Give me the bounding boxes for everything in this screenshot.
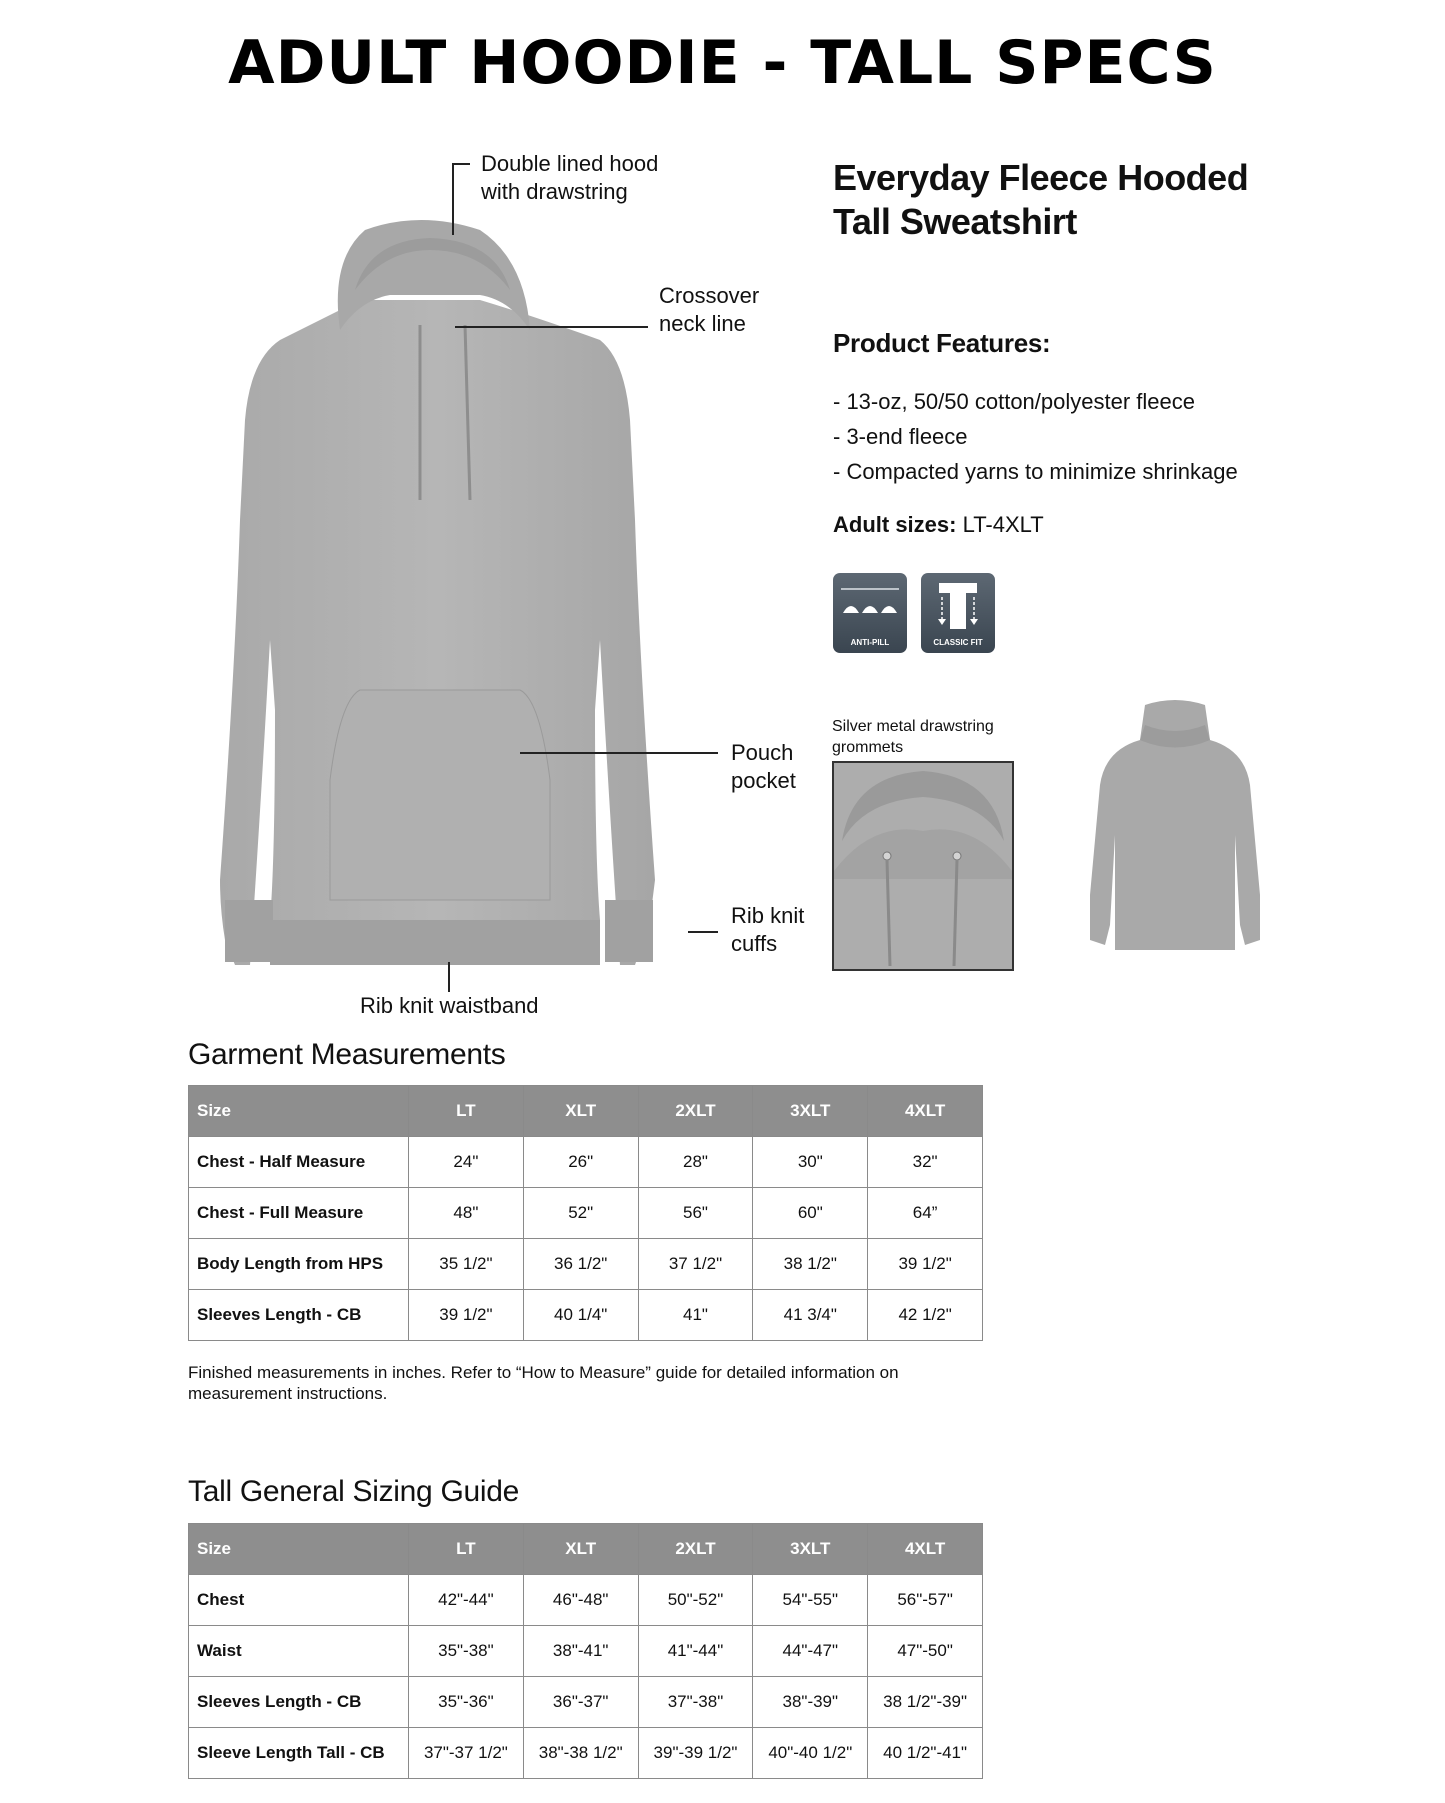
garment-measurements-heading: Garment Measurements (188, 1038, 506, 1071)
column-header: LT (409, 1086, 524, 1137)
table-row (189, 1575, 983, 1626)
column-header: 3XLT (753, 1524, 868, 1575)
table-header-row (189, 1524, 983, 1575)
table-cell: 35"-36" (409, 1677, 524, 1728)
adult-sizes-label: Adult sizes: (833, 512, 957, 537)
table-cell: 40 1/2"-41" (868, 1728, 983, 1779)
classic-fit-label: CLASSIC FIT (933, 638, 983, 647)
table-cell: 26" (523, 1137, 638, 1188)
classic-fit-icon (921, 573, 995, 637)
table-cell: 28" (638, 1137, 753, 1188)
cuffs-callout: Rib knit cuffs (731, 903, 805, 956)
measurement-note: Finished measurements in inches. Refer to “How to Measure” guide for detailed information on measurement instructions. (188, 1363, 899, 1403)
waistband-callout-line (448, 962, 450, 992)
column-header: 2XLT (638, 1524, 753, 1575)
neck-callout-line (455, 326, 648, 328)
table-cell: 38"-38 1/2" (523, 1728, 638, 1779)
classic-fit-badge (921, 573, 995, 653)
pocket-callout: Pouch pocket (731, 740, 796, 793)
table-cell: 35 1/2" (409, 1239, 524, 1290)
product-name (833, 156, 1248, 244)
feature-item: - Compacted yarns to minimize shrinkage (833, 459, 1238, 484)
table-cell: 42 1/2" (868, 1290, 983, 1341)
table-cell: 39 1/2" (409, 1290, 524, 1341)
table-cell: 46"-48" (523, 1575, 638, 1626)
column-header: Size (189, 1524, 409, 1575)
table-cell: 50"-52" (638, 1575, 753, 1626)
table-row (189, 1728, 983, 1779)
table-cell: 44"-47" (753, 1626, 868, 1677)
neck-callout: Crossover neck line (659, 283, 760, 336)
column-header: 4XLT (868, 1524, 983, 1575)
cuffs-callout-line (688, 931, 718, 933)
table-cell: 39"-39 1/2" (638, 1728, 753, 1779)
waistband-callout: Rib knit waistband (360, 993, 539, 1018)
row-label: Sleeves Length - CB (189, 1677, 409, 1728)
product-name-line1: Everyday Fleece Hooded (833, 157, 1249, 198)
table-cell: 54"-55" (753, 1575, 868, 1626)
table-row (189, 1188, 983, 1239)
table-cell: 38 1/2"-39" (868, 1677, 983, 1728)
table-cell: 41"-44" (638, 1626, 753, 1677)
table-cell: 39 1/2" (868, 1239, 983, 1290)
adult-sizes-value: LT-4XLT (962, 512, 1044, 537)
table-cell: 40"-40 1/2" (753, 1728, 868, 1779)
hood-callout-line (452, 163, 454, 235)
column-header: XLT (523, 1086, 638, 1137)
hoodie-front-image (180, 220, 720, 980)
garment-measurements-table (188, 1085, 983, 1341)
column-header: 2XLT (638, 1086, 753, 1137)
hood-callout-tick (452, 163, 470, 165)
row-label: Chest - Full Measure (189, 1188, 409, 1239)
table-row (189, 1677, 983, 1728)
anti-pill-icon (833, 573, 907, 633)
table-cell: 32" (868, 1137, 983, 1188)
column-header: LT (409, 1524, 524, 1575)
column-header: Size (189, 1086, 409, 1137)
table-cell: 36 1/2" (523, 1239, 638, 1290)
grommet-detail-image (832, 761, 1014, 971)
sizing-guide-table (188, 1523, 983, 1779)
row-label: Chest (189, 1575, 409, 1626)
hood-callout: Double lined hood with drawstring (481, 151, 659, 204)
table-cell: 56" (638, 1188, 753, 1239)
row-label: Chest - Half Measure (189, 1137, 409, 1188)
table-cell: 48" (409, 1188, 524, 1239)
features-list (833, 384, 1238, 489)
table-cell: 52" (523, 1188, 638, 1239)
table-row (189, 1626, 983, 1677)
table-cell: 42"-44" (409, 1575, 524, 1626)
table-cell: 24" (409, 1137, 524, 1188)
table-cell: 38"-39" (753, 1677, 868, 1728)
table-cell: 47"-50" (868, 1626, 983, 1677)
table-cell: 36"-37" (523, 1677, 638, 1728)
table-header-row (189, 1086, 983, 1137)
table-cell: 41 3/4" (753, 1290, 868, 1341)
table-cell: 56"-57" (868, 1575, 983, 1626)
table-cell: 38 1/2" (753, 1239, 868, 1290)
hoodie-back-image (1080, 695, 1270, 975)
adult-sizes (833, 512, 1044, 538)
table-row (189, 1137, 983, 1188)
column-header: XLT (523, 1524, 638, 1575)
grommets-label: Silver metal drawstring grommets (832, 718, 994, 756)
column-header: 3XLT (753, 1086, 868, 1137)
product-name-line2: Tall Sweatshirt (833, 201, 1077, 242)
table-row (189, 1290, 983, 1341)
anti-pill-badge (833, 573, 907, 653)
table-cell: 64” (868, 1188, 983, 1239)
column-header: 4XLT (868, 1086, 983, 1137)
row-label: Sleeve Length Tall - CB (189, 1728, 409, 1779)
row-label: Sleeves Length - CB (189, 1290, 409, 1341)
page-title: ADULT HOODIE - TALL SPECS (228, 28, 1217, 98)
pocket-callout-line (520, 752, 718, 754)
anti-pill-label: ANTI-PILL (850, 638, 890, 647)
feature-item: - 13-oz, 50/50 cotton/polyester fleece (833, 389, 1195, 414)
features-heading: Product Features: (833, 328, 1051, 358)
feature-item: - 3-end fleece (833, 424, 968, 449)
table-cell: 60" (753, 1188, 868, 1239)
table-cell: 35"-38" (409, 1626, 524, 1677)
table-cell: 41" (638, 1290, 753, 1341)
table-cell: 37"-38" (638, 1677, 753, 1728)
table-cell: 37 1/2" (638, 1239, 753, 1290)
table-row (189, 1239, 983, 1290)
table-cell: 30" (753, 1137, 868, 1188)
table-cell: 37"-37 1/2" (409, 1728, 524, 1779)
row-label: Body Length from HPS (189, 1239, 409, 1290)
table-cell: 40 1/4" (523, 1290, 638, 1341)
table-cell: 38"-41" (523, 1626, 638, 1677)
sizing-guide-heading: Tall General Sizing Guide (188, 1475, 520, 1508)
row-label: Waist (189, 1626, 409, 1677)
